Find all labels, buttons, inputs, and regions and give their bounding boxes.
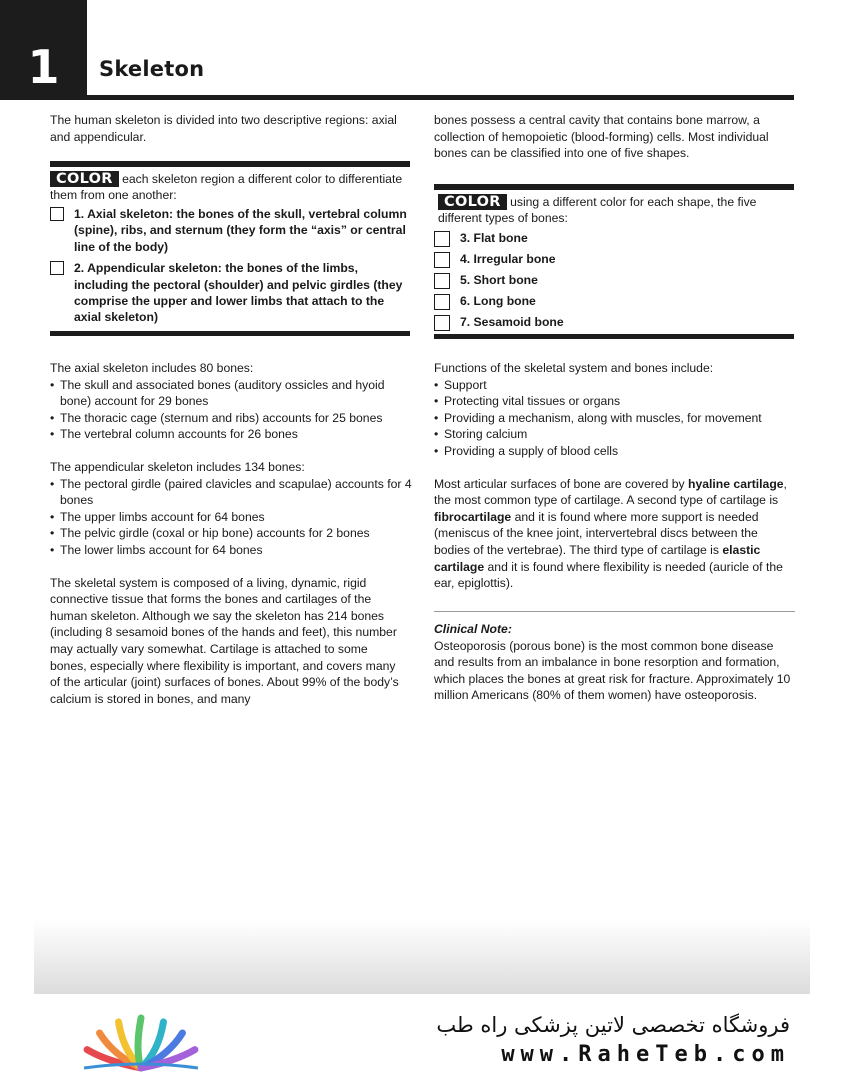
term-fibrocartilage: fibrocartilage	[434, 509, 512, 524]
term-elastic: elastic cartilage	[434, 542, 761, 574]
list-item: • The upper limbs account for 64 bones	[50, 509, 412, 526]
cartilage-paragraph: Most articular surfaces of bone are covered by hyaline cartilage, the most common type of cartilage. A second type of cartilage is fibrocartilage and it is found where more support is needed (meniscus of the knee joint, intervertebral discs between the bodies of the vertebrae). The third type of cartilage is elastic cartilage and it is found where flexibility is needed (auricle of the ear, epiglottis).	[434, 476, 787, 591]
footer-gradient	[34, 920, 810, 994]
clinical-note-text: Osteoporosis (porous bone) is the most common bone disease and results from an imbalance in bone resorption and formation, which places the bones at great risk for fracture. Approximately 10 million Americans (80% of them women) have osteoporosis.	[434, 638, 791, 703]
clinical-note-heading: Clinical Note:	[434, 622, 512, 636]
checklist-item-appendicular[interactable]: 2. Appendicular skeleton: the bones of the limbs, including the pectoral (shoulder) and pelvic girdles (they comprise the upper and lower limbs that attach to the axial skeleton)	[50, 260, 410, 326]
list-item: • The pectoral girdle (paired clavicles and scapulae) accounts for 4 bones	[50, 476, 412, 509]
color-tag: COLOR	[438, 194, 507, 210]
list-item: • The vertebral column accounts for 26 bones	[50, 426, 412, 443]
appendicular-heading: The appendicular skeleton includes 134 bones:	[50, 459, 305, 474]
checklist-item-long[interactable]: 6. Long bone	[434, 293, 794, 310]
list-item: • Storing calcium	[434, 426, 796, 443]
checkbox[interactable]	[50, 207, 64, 221]
color-instruction: COLOR each skeleton region a different color to differentiate them from one another:	[50, 171, 403, 202]
list-item: • Providing a supply of blood cells	[434, 443, 796, 460]
clinical-note	[434, 621, 796, 704]
continuation-paragraph: bones possess a central cavity that contains bone marrow, a collection of hemopoietic (blood-forming) cells. Most individual bones can be classified into one of five shapes.	[434, 113, 769, 161]
color-tag: COLOR	[50, 171, 119, 187]
checkbox[interactable]	[50, 261, 64, 275]
checkbox[interactable]	[434, 273, 450, 289]
list-item: • The thoracic cage (sternum and ribs) accounts for 25 bones	[50, 410, 412, 427]
skeletal-system-paragraph: The skeletal system is composed of a living, dynamic, rigid connective tissue that forms the bones and cartilages of the human skeleton. Although we say the skeleton has 214 bones (including 8 sesamoid bones of the hands and feet), this number may actually vary somewhat. Cartilage is attached to some bones, especially where flexibility is important, and covers many of the articular (joint) surfaces of bones. About 99% of the body’s calcium is stored in bones, and many	[50, 575, 399, 706]
chapter-title: Skeleton	[99, 57, 205, 81]
checkbox[interactable]	[434, 294, 450, 310]
list-item: • Support	[434, 377, 796, 394]
intro-paragraph: The human skeleton is divided into two descriptive regions: axial and appendicular.	[50, 113, 397, 144]
term-hyaline: hyaline cartilage	[688, 476, 784, 491]
checklist-item-axial[interactable]: 1. Axial skeleton: the bones of the skull, vertebral column (spine), ribs, and sternum (they form the “axis” or central line of the body)	[50, 206, 410, 255]
list-item: • The skull and associated bones (auditory ossicles and hyoid bone) account for 29 bones	[50, 377, 412, 410]
axial-heading: The axial skeleton includes 80 bones:	[50, 361, 254, 375]
chapter-number-block	[0, 0, 87, 100]
chapter-number: 1	[27, 40, 60, 94]
color-instruction: COLOR using a different color for each shape, the five different types of bones:	[438, 194, 757, 225]
list-item: • The lower limbs account for 64 bones	[50, 542, 412, 559]
color-box-regions	[50, 161, 410, 336]
checkbox[interactable]	[434, 231, 450, 247]
checkbox[interactable]	[434, 252, 450, 268]
functions-list	[434, 377, 796, 460]
checklist-item-flat[interactable]: 3. Flat bone	[434, 230, 794, 247]
checklist-item-irregular[interactable]: 4. Irregular bone	[434, 251, 794, 268]
color-box-shapes	[434, 184, 794, 339]
functions-heading: Functions of the skeletal system and bones include:	[434, 361, 714, 375]
clinical-note-divider	[434, 611, 795, 612]
right-column-body	[434, 360, 796, 592]
list-item: • Providing a mechanism, along with muscles, for movement	[434, 410, 796, 427]
book-logo-icon	[76, 1008, 206, 1074]
store-name: فروشگاه تخصصی لاتین پزشکی راه طب	[436, 1013, 790, 1037]
checklist-item-short[interactable]: 5. Short bone	[434, 272, 794, 289]
footer-branding	[436, 1010, 790, 1067]
left-column-body	[50, 360, 412, 707]
right-column-intro	[434, 112, 796, 162]
website-url: www.RaheTeb.com	[501, 1042, 790, 1067]
logo-page	[138, 1018, 141, 1068]
checklist-item-sesamoid[interactable]: 7. Sesamoid bone	[434, 314, 794, 331]
list-item: • Protecting vital tissues or organs	[434, 393, 796, 410]
appendicular-list	[50, 476, 412, 559]
checkbox[interactable]	[434, 315, 450, 331]
title-rule	[87, 95, 794, 100]
axial-list	[50, 377, 412, 443]
list-item: • The pelvic girdle (coxal or hip bone) accounts for 2 bones	[50, 525, 412, 542]
left-column-intro	[50, 112, 412, 145]
